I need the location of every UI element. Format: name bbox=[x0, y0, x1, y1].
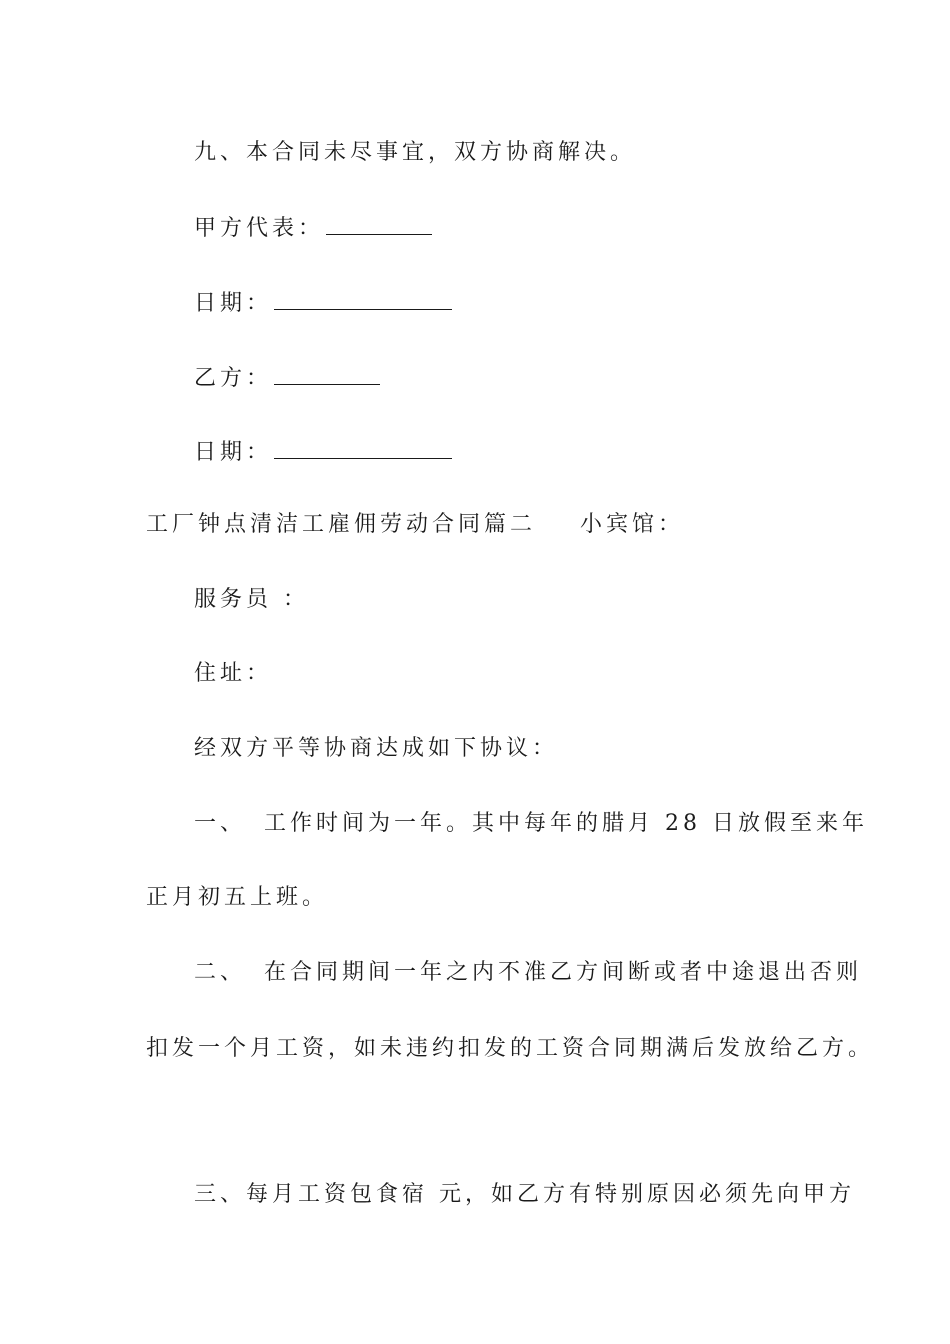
clause-two-text-1: 在合同期间一年之内不准乙方间断或者中途退出否则 bbox=[264, 960, 863, 985]
date-line-2 bbox=[194, 436, 452, 468]
address-line: 住址： bbox=[194, 661, 273, 686]
clause-one-number: 一、 bbox=[194, 811, 247, 836]
party-b-label: 乙方： bbox=[194, 366, 273, 391]
clause-one-second-line: 正月初五上班。 bbox=[146, 885, 329, 910]
date-label-2: 日期： bbox=[194, 440, 273, 465]
date-blank-1 bbox=[274, 287, 452, 310]
hotel-label: 小宾馆： bbox=[580, 512, 685, 537]
agreement-intro: 经双方平等协商达成如下协议： bbox=[194, 736, 559, 761]
date-blank-2 bbox=[274, 436, 452, 459]
date-line-1 bbox=[194, 287, 452, 319]
clause-nine: 九、本合同未尽事宜，双方协商解决。 bbox=[194, 140, 637, 165]
party-b-blank bbox=[274, 362, 380, 385]
section-title: 工厂钟点清洁工雇佣劳动合同篇二 bbox=[146, 512, 537, 537]
section-heading-line bbox=[146, 510, 684, 540]
party-a-rep-label: 甲方代表： bbox=[194, 216, 325, 241]
clause-two-first-line bbox=[194, 958, 862, 988]
party-b-signature-line bbox=[194, 362, 380, 394]
party-a-signature-line bbox=[194, 212, 432, 244]
attendant-line: 服务员 ： bbox=[194, 587, 309, 612]
clause-two-number: 二、 bbox=[194, 960, 247, 985]
date-label-1: 日期： bbox=[194, 291, 273, 316]
clause-three-first-line: 三、每月工资包食宿 元，如乙方有特别原因必须先向甲方 bbox=[194, 1182, 855, 1207]
clause-two-second-line: 扣发一个月工资，如未违约扣发的工资合同期满后发放给乙方。 bbox=[146, 1036, 875, 1061]
clause-one-first-line bbox=[194, 809, 868, 839]
clause-one-text-1: 工作时间为一年。其中每年的腊月 28 日放假至来年 bbox=[264, 811, 868, 836]
party-a-rep-blank bbox=[326, 212, 432, 235]
